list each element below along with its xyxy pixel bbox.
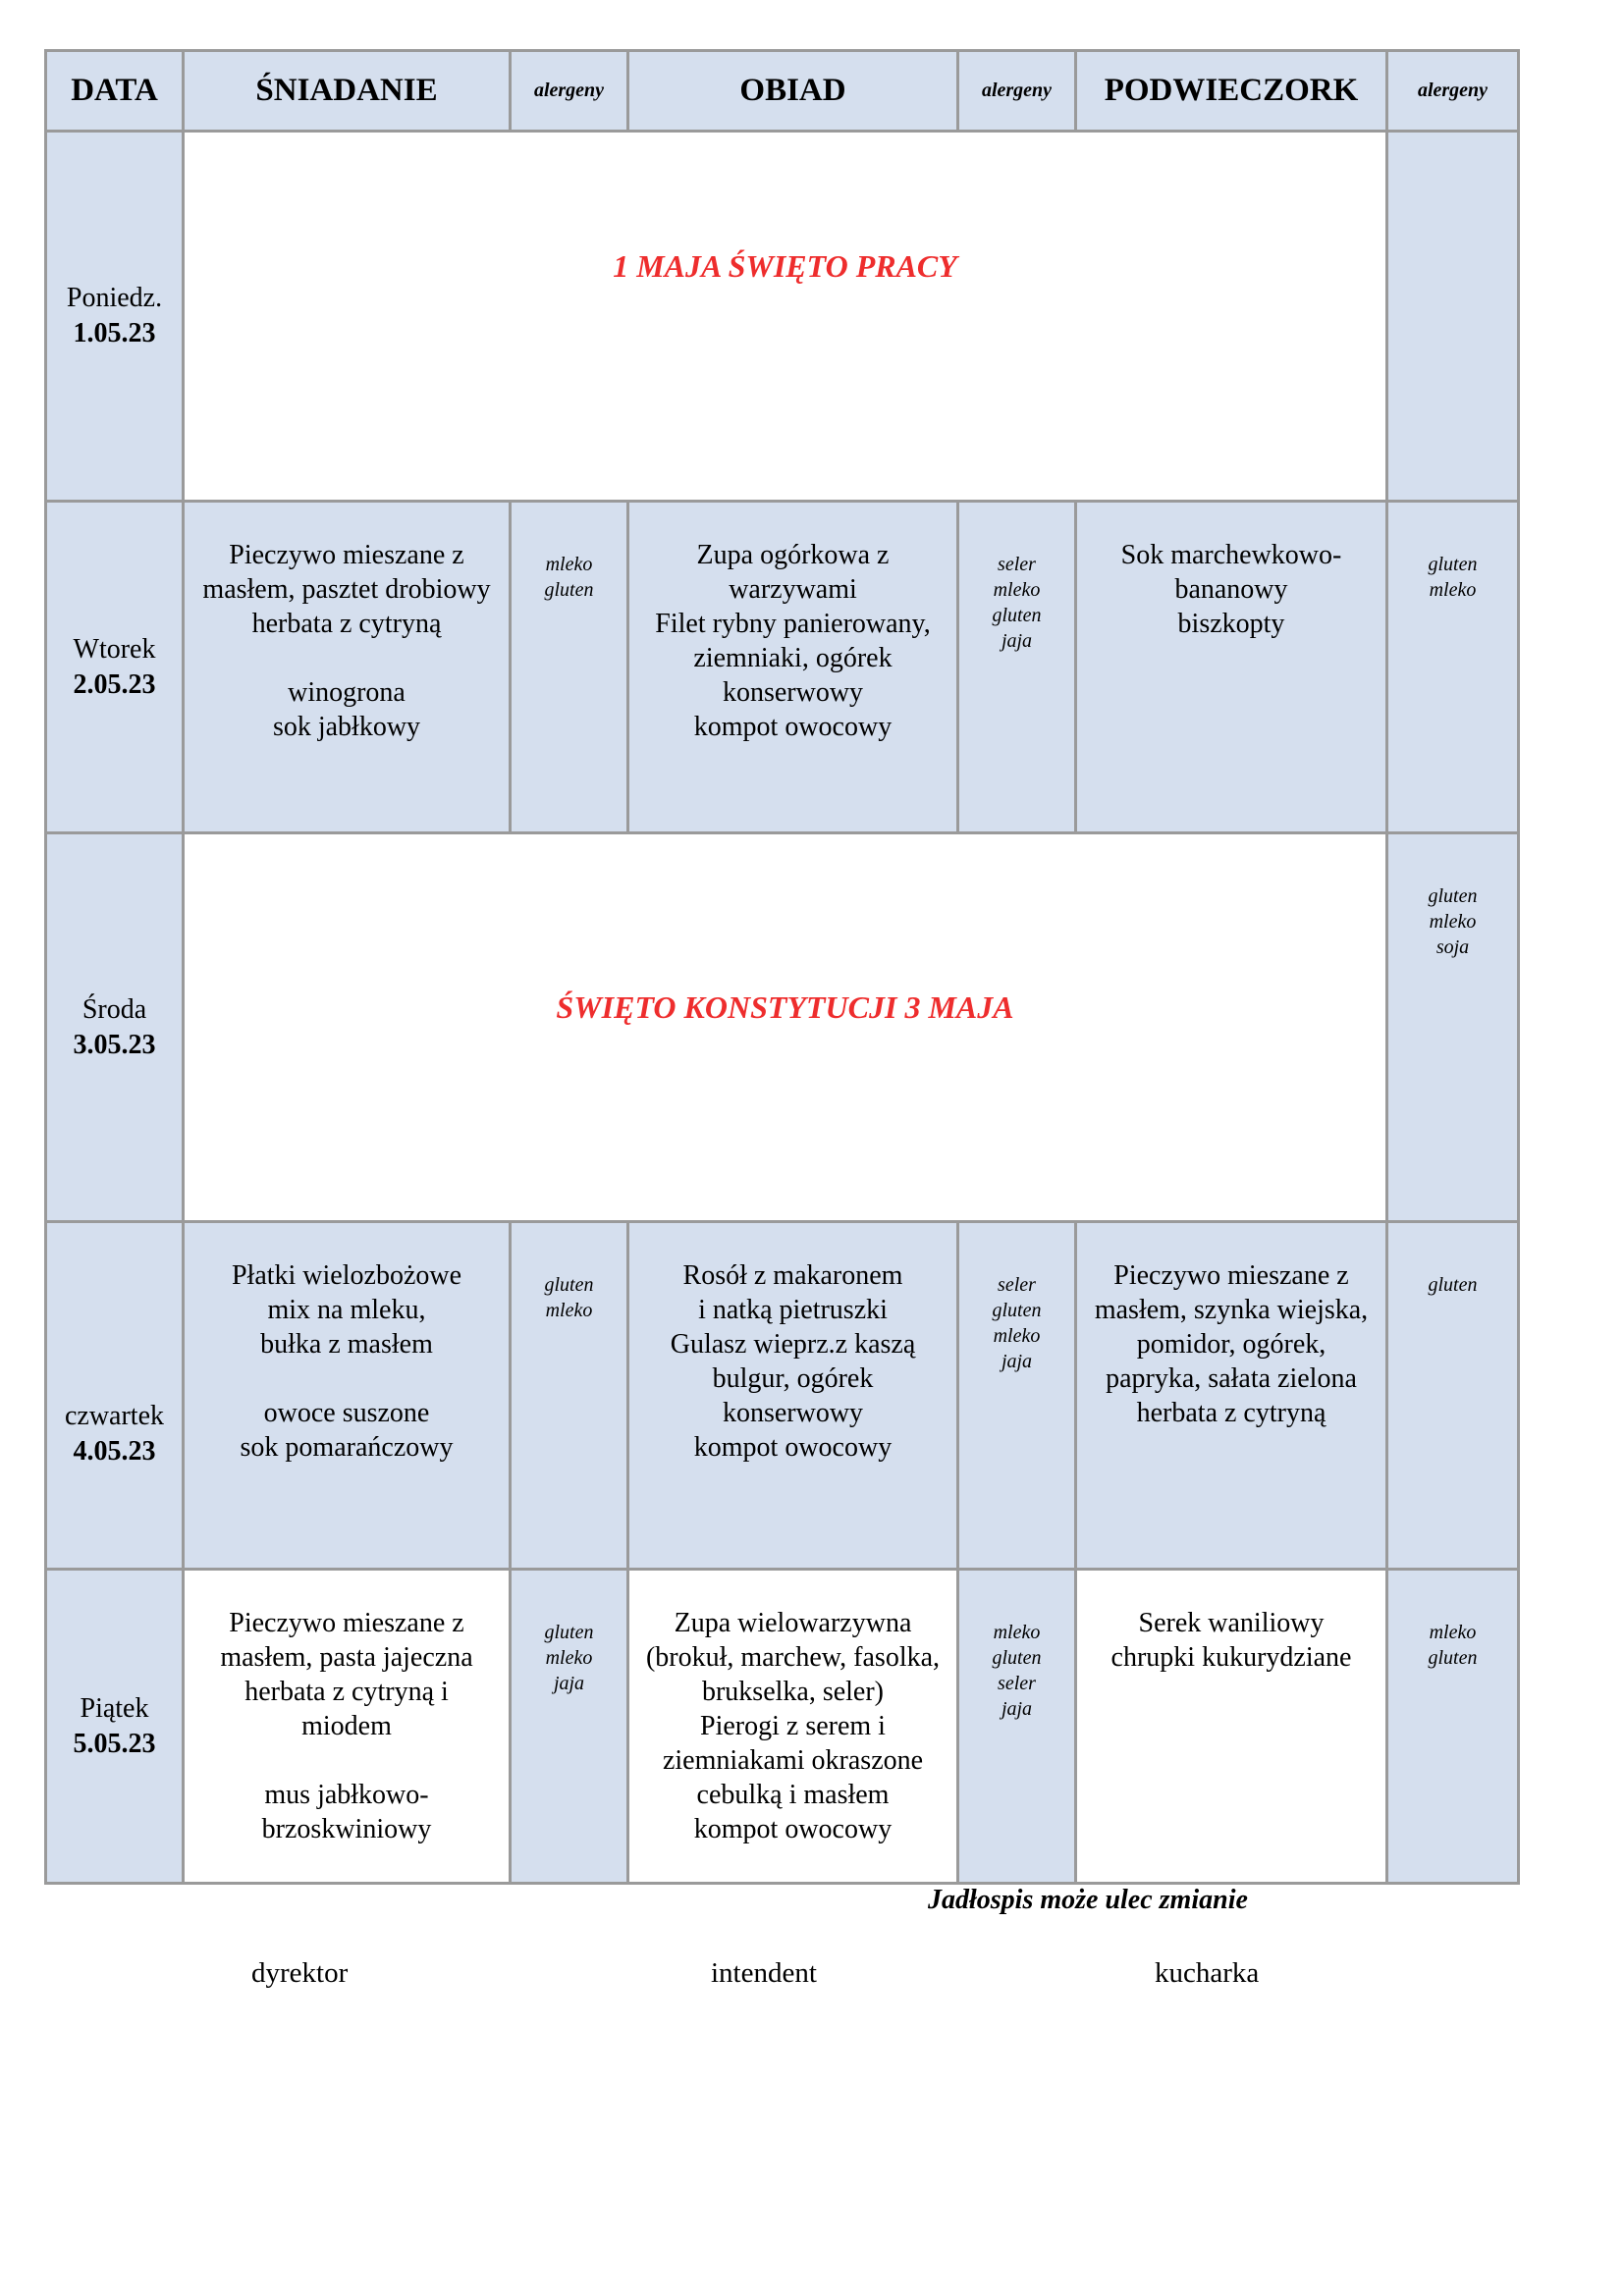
lunch-allergens-cell [958, 1570, 1076, 1884]
lunch-line: konserwowy [722, 1398, 864, 1428]
snack-cell [1076, 1222, 1387, 1570]
snack-line: Sok marchewkowo- [1120, 540, 1342, 570]
lunch-line: Rosół z makaronem [682, 1260, 903, 1291]
breakfast-line: herbata z cytryną [251, 609, 442, 639]
breakfast-line: Pieczywo mieszane z [229, 1608, 464, 1638]
snack-allergens-cell [1387, 502, 1519, 833]
snack-line: masłem, szynka wiejska, [1094, 1295, 1369, 1325]
breakfast-line: owoce suszone [263, 1398, 430, 1428]
allergen: jaja [553, 1673, 585, 1694]
day-date: 2.05.23 [73, 668, 156, 700]
snack-cell [1076, 502, 1387, 833]
breakfast-line [185, 641, 509, 675]
lunch-cell [628, 1570, 958, 1884]
allergen: gluten [1428, 885, 1478, 907]
day-date: 4.05.23 [73, 1436, 156, 1467]
header-allergens-breakfast: alergeny [511, 51, 628, 132]
lunch-line: Pierogi z serem i [700, 1711, 886, 1741]
allergen: mleko [993, 1622, 1041, 1643]
breakfast-line: sok pomarańczowy [240, 1432, 454, 1463]
allergen: gluten [544, 1622, 594, 1643]
day-name: Środa [81, 993, 147, 1025]
lunch-line: kompot owocowy [693, 712, 893, 742]
signature-director: dyrektor [251, 1957, 349, 1989]
lunch-line: i natką pietruszki [698, 1295, 888, 1325]
allergen: soja [1435, 936, 1470, 958]
breakfast-line: Pieczywo mieszane z [229, 540, 464, 570]
signature-steward: intendent [711, 1957, 817, 1989]
date-cell [46, 1222, 184, 1570]
lunch-line: warzywami [729, 574, 857, 605]
day-name: Piątek [80, 1692, 149, 1724]
day-name: Wtorek [73, 633, 156, 665]
breakfast-line: herbata z cytryną i [244, 1677, 449, 1707]
lunch-line: ziemniaki, ogórek [693, 643, 893, 673]
allergen: mleko [1429, 579, 1477, 601]
header-snack: PODWIECZORK [1076, 51, 1387, 132]
allergen: mleko [993, 579, 1041, 601]
allergen: mleko [1429, 911, 1477, 933]
day-name: Poniedz. [66, 283, 163, 313]
header-row [46, 51, 1519, 132]
menu-table [44, 49, 1520, 1885]
breakfast-allergens-cell [511, 1570, 628, 1884]
day-name: czwartek [64, 1401, 165, 1431]
lunch-line: bulgur, ogórek [712, 1363, 874, 1394]
breakfast-cell [184, 1570, 511, 1884]
breakfast-line: winogrona [288, 677, 406, 708]
breakfast-allergens-cell [511, 1222, 628, 1570]
snack-allergens-cell [1387, 1222, 1519, 1570]
allergen: gluten [1428, 1274, 1478, 1296]
header-date: DATA [46, 51, 184, 132]
breakfast-line [185, 1362, 509, 1396]
breakfast-line: Płatki wielozbożowe [231, 1260, 462, 1291]
lunch-allergens-cell [958, 1222, 1076, 1570]
lunch-line: ziemniakami okraszone [662, 1745, 924, 1776]
allergen: gluten [992, 1647, 1042, 1669]
snack-allergens-cell [1387, 1570, 1519, 1884]
allergen: mleko [545, 1647, 593, 1669]
day-date: 1.05.23 [73, 318, 156, 348]
lunch-line: Gulasz wieprz.z kaszą [670, 1329, 916, 1360]
breakfast-line: sok jabłkowy [272, 712, 421, 742]
allergen: seler [998, 1274, 1036, 1296]
snack-line: biszkopty [1177, 609, 1285, 639]
breakfast-allergens-cell [511, 502, 628, 833]
allergen: seler [998, 554, 1036, 575]
holiday-text: ŚWIĘTO KONSTYTUCJI 3 MAJA [556, 989, 1014, 1025]
lunch-line: cebulką i masłem [696, 1780, 890, 1810]
allergen: mleko [545, 1300, 593, 1321]
lunch-line: brukselka, seler) [701, 1677, 885, 1707]
lunch-cell [628, 502, 958, 833]
snack-line: papryka, sałata zielona [1106, 1363, 1357, 1394]
lunch-line: kompot owocowy [693, 1432, 893, 1463]
snack-line: bananowy [1174, 574, 1288, 605]
snack-line: Serek waniliowy [1138, 1608, 1325, 1638]
snack-line: chrupki kukurydziane [1110, 1642, 1352, 1673]
breakfast-line: brzoskwiniowy [261, 1814, 432, 1844]
lunch-line: Filet rybny panierowany, [655, 609, 931, 639]
signature-cook: kucharka [1155, 1957, 1260, 1989]
allergen: gluten [1428, 1647, 1478, 1669]
allergen: mleko [545, 554, 593, 575]
date-cell [46, 502, 184, 833]
allergen: gluten [992, 605, 1042, 626]
holiday-text: 1 MAJA ŚWIĘTO PRACY [613, 248, 957, 284]
lunch-line: konserwowy [722, 677, 864, 708]
lunch-line: kompot owocowy [693, 1814, 893, 1844]
holiday-cell [184, 132, 1387, 502]
date-cell [46, 1570, 184, 1884]
snack-allergens-cell [1387, 132, 1519, 502]
allergen: jaja [1001, 1698, 1033, 1720]
menu-row-monday [46, 132, 1519, 502]
allergen: mleko [993, 1325, 1041, 1347]
header-allergens-snack: alergeny [1387, 51, 1519, 132]
snack-cell [1076, 1570, 1387, 1884]
breakfast-cell [184, 502, 511, 833]
lunch-cell [628, 1222, 958, 1570]
allergen: jaja [1001, 630, 1033, 652]
lunch-line: Zupa ogórkowa z [696, 540, 890, 570]
day-date: 3.05.23 [73, 1029, 156, 1060]
breakfast-line: mix na mleku, [267, 1295, 426, 1325]
holiday-cell [184, 833, 1387, 1222]
header-lunch: OBIAD [628, 51, 958, 132]
allergen: seler [998, 1673, 1036, 1694]
menu-row-friday [46, 1570, 1519, 1884]
allergen: gluten [992, 1300, 1042, 1321]
menu-row-wednesday [46, 833, 1519, 1222]
breakfast-cell [184, 1222, 511, 1570]
date-cell [46, 833, 184, 1222]
snack-allergens-cell [1387, 833, 1519, 1222]
lunch-line: Zupa wielowarzywna [674, 1608, 912, 1638]
date-cell [46, 132, 184, 502]
snack-line: Pieczywo mieszane z [1113, 1260, 1349, 1291]
breakfast-line: masłem, pasta jajeczna [220, 1642, 473, 1673]
allergen: mleko [1429, 1622, 1477, 1643]
allergen: gluten [1428, 554, 1478, 575]
breakfast-line: masłem, pasztet drobiowy [202, 574, 491, 605]
lunch-line: (brokuł, marchew, fasolka, [645, 1642, 941, 1673]
allergen: gluten [544, 579, 594, 601]
header-breakfast: ŚNIADANIE [184, 51, 511, 132]
breakfast-line: miodem [301, 1711, 392, 1741]
breakfast-line: mus jabłkowo- [264, 1780, 429, 1810]
breakfast-line: bułka z masłem [260, 1329, 433, 1360]
breakfast-line [185, 1743, 509, 1778]
menu-row-tuesday [46, 502, 1519, 833]
snack-line: herbata z cytryną [1136, 1398, 1326, 1428]
day-date: 5.05.23 [73, 1728, 156, 1759]
allergen: gluten [544, 1274, 594, 1296]
snack-line: pomidor, ogórek, [1136, 1329, 1326, 1360]
menu-change-note: Jadłospis może ulec zmianie [928, 1885, 1248, 1915]
lunch-allergens-cell [958, 502, 1076, 833]
header-allergens-lunch: alergeny [958, 51, 1076, 132]
allergen: jaja [1001, 1351, 1033, 1372]
menu-row-thursday [46, 1222, 1519, 1570]
